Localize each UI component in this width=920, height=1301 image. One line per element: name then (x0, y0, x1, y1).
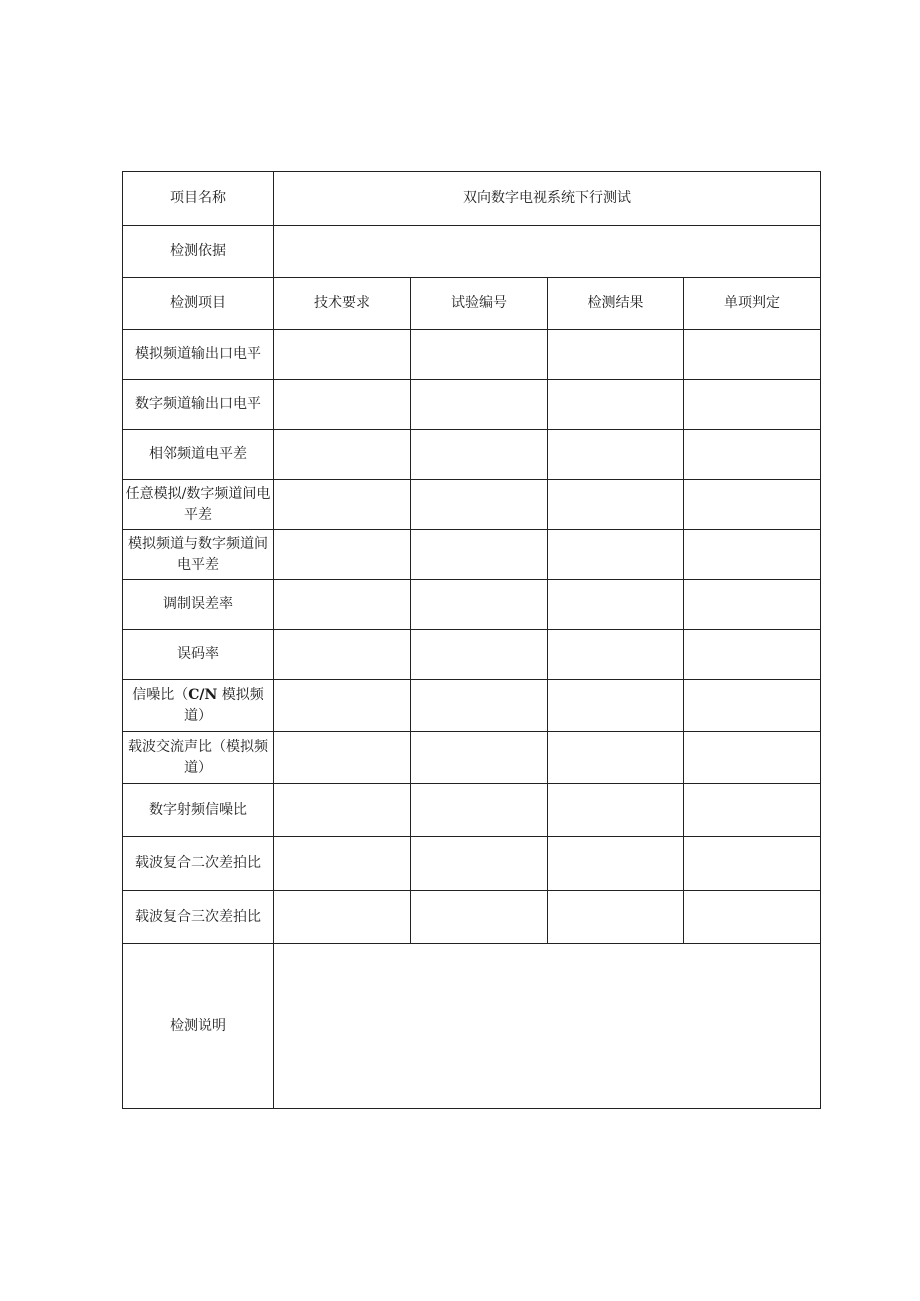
test-no-cell[interactable] (411, 430, 548, 480)
result-cell[interactable] (548, 891, 684, 944)
table-row (123, 732, 821, 784)
judgement-cell[interactable] (684, 480, 821, 530)
table-row (123, 580, 821, 630)
cn-abbreviation: C/N (188, 686, 218, 703)
header-result: 检测结果 (548, 278, 684, 330)
item-label: 载波交流声比（模拟频道） (123, 732, 274, 784)
notes-label: 检测说明 (123, 944, 274, 1109)
table-row (123, 380, 821, 430)
judgement-cell[interactable] (684, 430, 821, 480)
notes-row (123, 944, 821, 1109)
result-cell[interactable] (548, 530, 684, 580)
requirement-cell[interactable] (274, 732, 411, 784)
judgement-cell[interactable] (684, 680, 821, 732)
header-row (123, 278, 821, 330)
item-label: 载波复合二次差拍比 (123, 837, 274, 891)
judgement-cell[interactable] (684, 837, 821, 891)
result-cell[interactable] (548, 680, 684, 732)
item-label: 任意模拟/数字频道间电平差 (123, 480, 274, 530)
notes-value[interactable] (274, 944, 821, 1109)
header-requirement: 技术要求 (274, 278, 411, 330)
item-label: 数字射频信噪比 (123, 784, 274, 837)
table-row (123, 837, 821, 891)
judgement-cell[interactable] (684, 530, 821, 580)
requirement-cell[interactable] (274, 680, 411, 732)
header-test-no: 试验编号 (411, 278, 548, 330)
test-no-cell[interactable] (411, 480, 548, 530)
table-row (123, 680, 821, 732)
requirement-cell[interactable] (274, 784, 411, 837)
item-label: 误码率 (123, 630, 274, 680)
test-no-cell[interactable] (411, 784, 548, 837)
result-cell[interactable] (548, 580, 684, 630)
requirement-cell[interactable] (274, 630, 411, 680)
project-name-value[interactable]: 双向数字电视系统下行测试 (274, 172, 821, 226)
basis-row (123, 226, 821, 278)
item-label: 相邻频道电平差 (123, 430, 274, 480)
result-cell[interactable] (548, 784, 684, 837)
test-no-cell[interactable] (411, 580, 548, 630)
test-no-cell[interactable] (411, 330, 548, 380)
test-no-cell[interactable] (411, 530, 548, 580)
item-label: 载波复合三次差拍比 (123, 891, 274, 944)
judgement-cell[interactable] (684, 630, 821, 680)
basis-label: 检测依据 (123, 226, 274, 278)
table-row (123, 530, 821, 580)
result-cell[interactable] (548, 380, 684, 430)
judgement-cell[interactable] (684, 891, 821, 944)
result-cell[interactable] (548, 330, 684, 380)
result-cell[interactable] (548, 480, 684, 530)
judgement-cell[interactable] (684, 784, 821, 837)
result-cell[interactable] (548, 430, 684, 480)
inspection-form-table (122, 171, 821, 1109)
item-label: 数字频道输出口电平 (123, 380, 274, 430)
table-row (123, 430, 821, 480)
test-no-cell[interactable] (411, 630, 548, 680)
result-cell[interactable] (548, 630, 684, 680)
item-label: 模拟频道与数字频道间电平差 (123, 530, 274, 580)
test-no-cell[interactable] (411, 837, 548, 891)
requirement-cell[interactable] (274, 530, 411, 580)
header-item: 检测项目 (123, 278, 274, 330)
test-no-cell[interactable] (411, 680, 548, 732)
basis-value[interactable] (274, 226, 821, 278)
table-row (123, 891, 821, 944)
table-row (123, 480, 821, 530)
requirement-cell[interactable] (274, 430, 411, 480)
test-no-cell[interactable] (411, 380, 548, 430)
judgement-cell[interactable] (684, 380, 821, 430)
judgement-cell[interactable] (684, 580, 821, 630)
table-row (123, 330, 821, 380)
requirement-cell[interactable] (274, 480, 411, 530)
requirement-cell[interactable] (274, 380, 411, 430)
item-label: 模拟频道输出口电平 (123, 330, 274, 380)
requirement-cell[interactable] (274, 891, 411, 944)
test-no-cell[interactable] (411, 732, 548, 784)
requirement-cell[interactable] (274, 330, 411, 380)
table-row (123, 784, 821, 837)
requirement-cell[interactable] (274, 837, 411, 891)
item-label: 调制误差率 (123, 580, 274, 630)
item-label: 信噪比（C/N 模拟频道） (123, 680, 274, 732)
judgement-cell[interactable] (684, 732, 821, 784)
result-cell[interactable] (548, 732, 684, 784)
table-row (123, 630, 821, 680)
header-judgement: 单项判定 (684, 278, 821, 330)
result-cell[interactable] (548, 837, 684, 891)
project-name-row (123, 172, 821, 226)
requirement-cell[interactable] (274, 580, 411, 630)
judgement-cell[interactable] (684, 330, 821, 380)
test-no-cell[interactable] (411, 891, 548, 944)
project-name-label: 项目名称 (123, 172, 274, 226)
